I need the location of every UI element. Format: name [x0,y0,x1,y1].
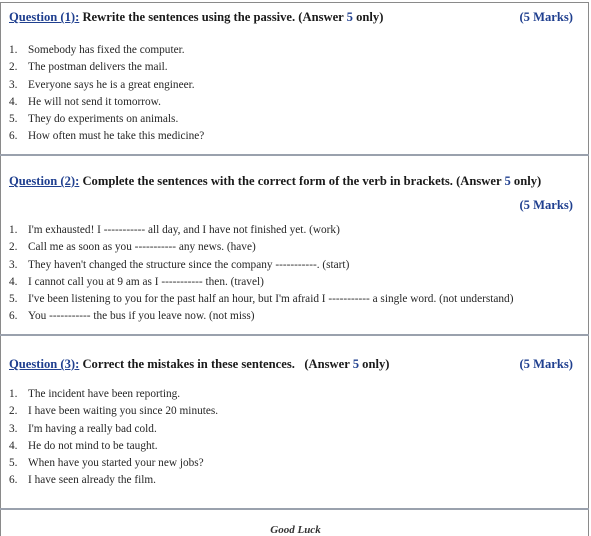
question-3-heading [9,357,573,372]
list-item: 3. Everyone says he is a great engineer. [9,78,195,91]
list-item: 4. I cannot call you at 9 am as I ----------- then. (travel) [9,275,264,288]
list-item: 1. I'm exhausted! I ----------- all day, and I have not finished yet. (work) [9,224,340,236]
question-1-number: Question (1): [9,10,80,24]
question-3-list [9,386,218,490]
question-3-marks: (5 Marks) [519,357,573,371]
question-1-marks: (5 Marks) [519,10,573,24]
list-item: 3. I'm having a really bad cold. [9,422,157,435]
question-1-list [9,42,204,146]
question-3-instruction-end: only) [359,357,390,371]
question-2-answer-count: 5 [504,174,511,188]
list-item: 5. I've been listening to you for the past half an hour, but I'm afraid I ----------- a single word. (not understand) [9,293,514,306]
question-2-instruction: Complete the sentences with the correct form of the verb in brackets. (Answer [79,174,505,188]
question-3-instruction: Correct the mistakes in these sentences. (Answer [79,357,353,371]
question-3-answer-count: 5 [352,357,360,371]
list-item: 1. The incident have been reporting. [9,388,181,400]
list-item: 2. The postman delivers the mail. [9,61,168,74]
list-item: 4. He will not send it tomorrow. [9,95,161,108]
list-item: 1. Somebody has fixed the computer. [9,44,185,56]
question-2-instruction-end: only) [510,174,542,188]
list-item: 5. They do experiments on animals. [9,113,179,126]
list-item: 6. How often must he take this medicine? [9,130,205,143]
question-3-number: Question (3): [9,357,80,371]
list-item: 6. I have seen already the film. [9,474,156,487]
question-2-marks: (5 Marks) [519,198,573,212]
question-1-answer-count: 5 [346,10,353,24]
list-item: 2. Call me as soon as you ----------- any news. (have) [9,241,256,254]
list-item: 2. I have been waiting you since 20 minutes. [9,405,219,418]
question-2-number: Question (2): [9,174,80,188]
question-2-list [9,222,513,326]
list-item: 5. When have you started your new jobs? [9,457,204,470]
list-item: 4. He do not mind to be taught. [9,439,158,452]
question-1-heading [9,10,573,25]
list-item: 3. They haven't changed the structure since the company -----------. (start) [9,258,350,271]
good-luck-footer: Good Luck [270,524,321,536]
question-1-instruction: Rewrite the sentences using the passive. (Answer [79,10,347,24]
question-2-heading [9,174,573,189]
list-item: 6. You ----------- the bus if you leave now. (not miss) [9,310,255,323]
question-1-instruction-end: only) [352,10,384,24]
